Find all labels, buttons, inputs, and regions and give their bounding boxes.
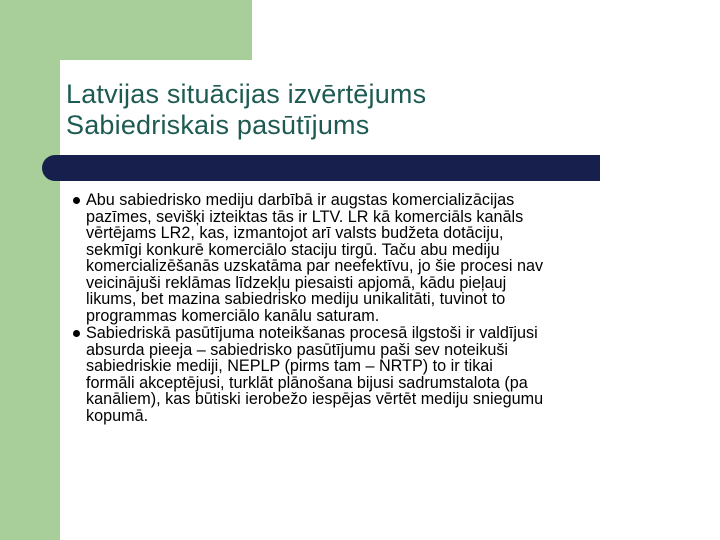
bullet-1-line: Abu sabiedrisko mediju darbībā ir augstas komercializācijas [86,191,515,209]
slide-title [66,79,706,141]
bullet-1-line: veicinājuši reklāmas līdzekļu piesaisti apjomā, kādu pieļauj [86,273,507,292]
bullet-2-line: formāli akceptējusi, turklāt plānošana bijusi sadrumstalota (pa [86,373,528,392]
bullet-2-line: Sabiedriskā pasūtījuma noteikšanas procesā ilgstoši ir valdījusi [86,324,538,342]
bullet-2-line: absurda pieeja – sabiedrisko pasūtījumu paši sev noteikuši [86,340,509,359]
bullet-1-line: programmas komerciālo kanālu saturam. [86,306,380,325]
bullet-item-2 [70,325,700,424]
decorative-green-header [0,0,252,60]
slide-title-line-1: Latvijas situācijas izvērtējums [66,79,427,109]
bullet-item-1 [70,192,700,324]
bullet-list [70,192,700,425]
title-underline-bar [42,155,600,181]
bullet-2-line: sabiedriskie mediji, NEPLP (pirms tam – NRTP) to ir tikai [86,357,493,375]
bullet-1-line: vērtējams LR2, kas, izmantojot arī valsts budžeta dotāciju, [86,224,504,242]
bullet-1-line: pazīmes, sevišķi izteiktas tās ir LTV. LR kā komerciāls kanāls [86,207,524,226]
bullet-1-line: komercializēšanās uzskatāma par neefektīvu, jo šie procesi nav [86,257,544,275]
bullet-1-line: likums, bet mazina sabiedrisko mediju unikalitāti, tuvinot to [86,290,506,308]
slide-title-line-2: Sabiedriskais pasūtījums [66,110,370,140]
bullet-1-line: sekmīgi konkurē komerciālo staciju tirgū. Taču abu mediju [86,240,500,259]
bullet-2-line: kanāliem), kas būtiski ierobežo iespējas vērtēt mediju sniegumu [86,390,544,408]
decorative-green-strip [0,0,60,540]
bullet-dot-icon [73,330,80,337]
bullet-dot-icon [73,197,80,204]
bullet-2-line: kopumā. [86,406,149,425]
